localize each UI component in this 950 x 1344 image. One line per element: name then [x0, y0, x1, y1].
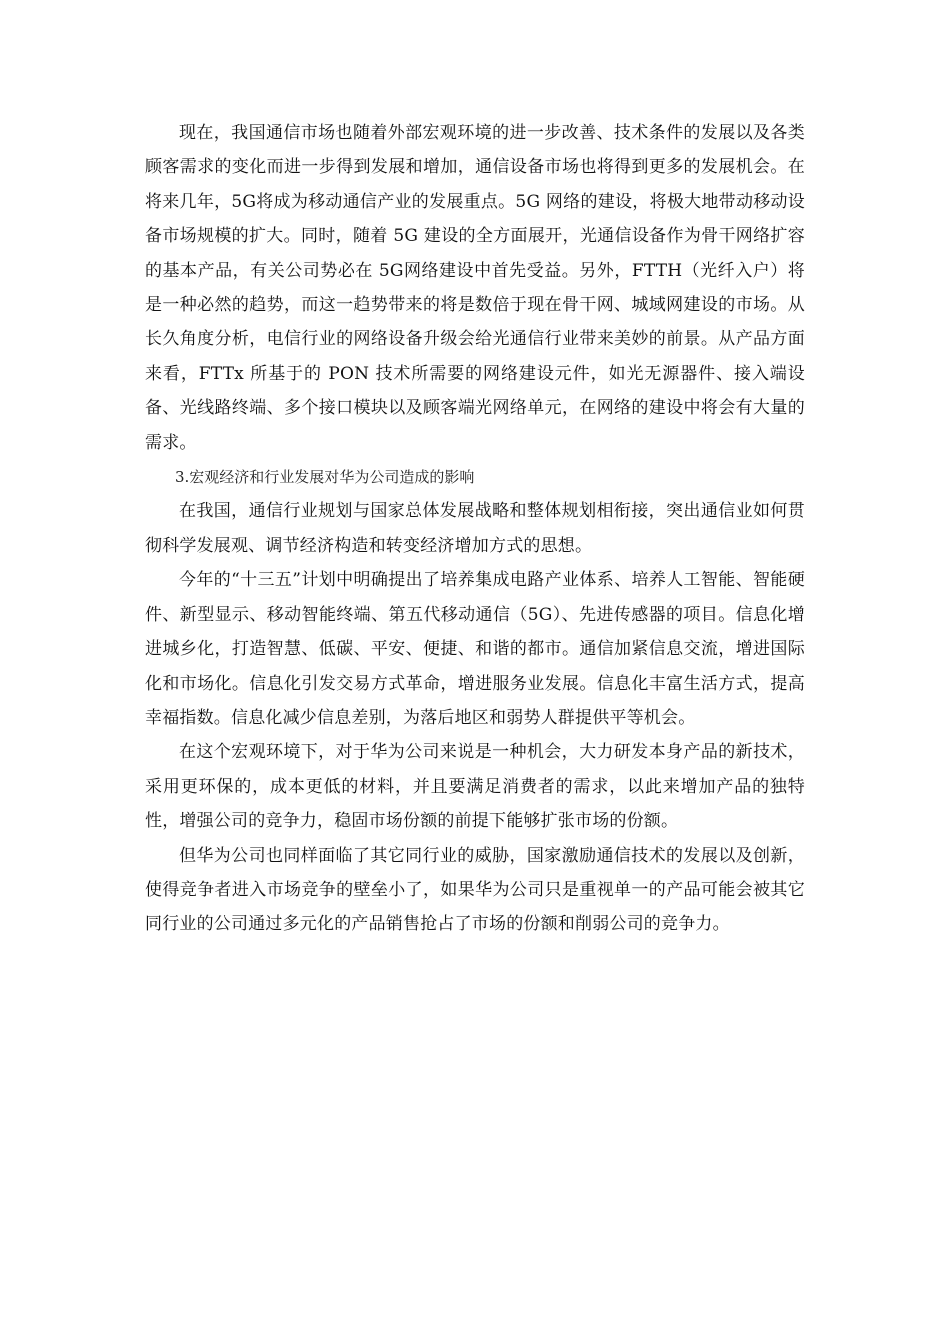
paragraph-industry-planning: 在我国，通信行业规划与国家总体发展战略和整体规划相衔接，突出通信业如何贯彻科学发展观、调节经济构造和转变经济增加方式的思想。 — [145, 501, 805, 556]
paragraph-opportunity: 在这个宏观环境下，对于华为公司来说是一种机会，大力研发本身产品的新技术，采用更环保的，成本更低的材料，并且要满足消费者的需求，以此来增加产品的独特性，增强公司的竞争力，稳固市场份额的前提下能够扩张市场的份额。 — [145, 742, 805, 832]
document-body — [145, 116, 805, 942]
paragraph-threat: 但华为公司也同样面临了其它同行业的威胁，国家激励通信技术的发展以及创新，使得竞争者进入市场竞争的壁垒小了，如果华为公司只是重视单一的产品可能会被其它同行业的公司通过多元化的产品销售抢占了市场的份额和削弱公司的竞争力。 — [145, 845, 805, 935]
paragraph-five-year-plan: 今年的“十三五”计划中明确提出了培养集成电路产业体系、培养人工智能、智能硬件、新型显示、移动智能终端、第五代移动通信（5G）、先进传感器的项目。信息化增进城乡化，打造智慧、低碳、平安、便捷、和谐的都市。通信加紧信息交流，增进国际化和市场化。信息化引发交易方式革命，增进服务业发展。信息化丰富生活方式，提高幸福指数。信息化减少信息差别，为落后地区和弱势人群提供平等机会。 — [145, 570, 805, 728]
paragraph-telecom-market: 现在，我国通信市场也随着外部宏观环境的进一步改善、技术条件的发展以及各类顾客需求的变化而进一步得到发展和增加，通信设备市场也将得到更多的发展机会。在将来几年，5G将成为移动通信产业的发展重点。5G 网络的建设，将极大地带动移动设备市场规模的扩大。同时，随着 5G 建设的全方面展开，光通信设备作为骨干网络扩容的基本产品，有关公司势必在 5G网络建设中首先受益。另外，FTTH（光纤入户）将是一种必然的趋势，而这一趋势带来的将是数倍于现在骨干网、城域网建设的市场。从长久角度分析，电信行业的网络设备升级会给光通信行业带来美妙的前景。从产品方面来看，FTTx 所基于的 PON 技术所需要的网络建设元件，如光无源器件、接入端设备、光线路终端、多个接口模块以及顾客端光网络单元，在网络的建设中将会有大量的需求。 — [145, 123, 805, 453]
section-heading-macro-impact: 3.宏观经济和行业发展对华为公司造成的影响 — [175, 468, 475, 487]
